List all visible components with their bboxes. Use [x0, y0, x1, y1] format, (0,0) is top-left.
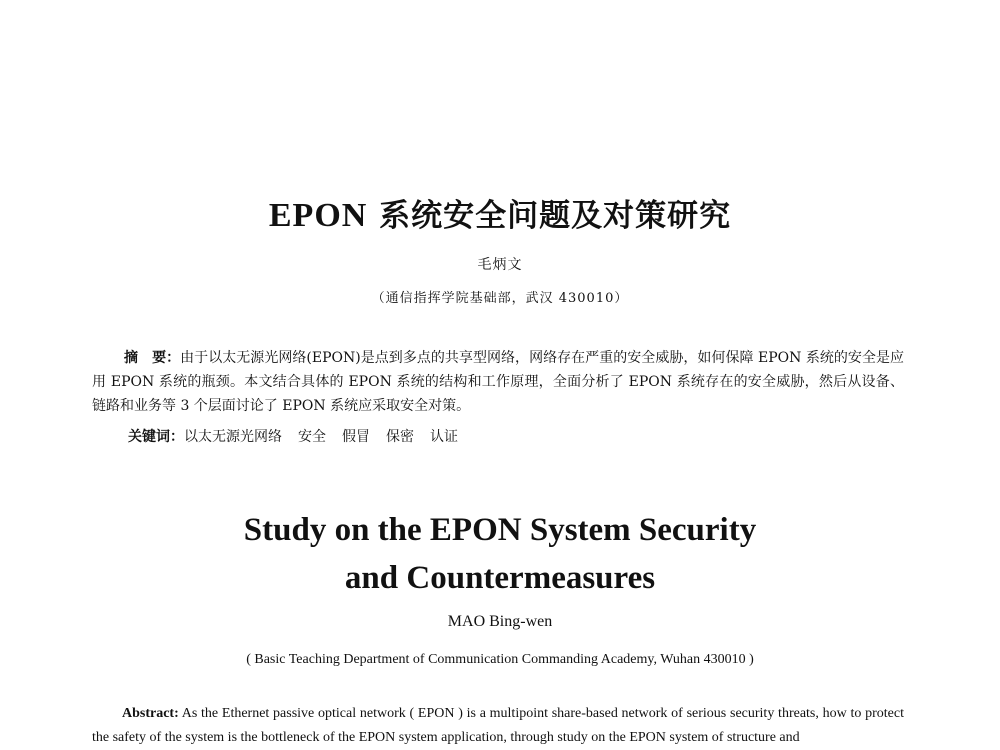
english-title-line1: Study on the EPON System Security — [243, 512, 757, 548]
keyword: 安全 — [298, 429, 326, 445]
english-abstract-text: As the Ethernet passive optical network ( EPON ) is a multipoint share-based network of serious security threats, how to protect the safety of the system is the bottleneck of the EPON system application, through study on the EPON system of structure and — [92, 706, 904, 745]
keyword: 假冒 — [342, 429, 370, 445]
keyword: 以太无源光网络 — [184, 429, 282, 445]
chinese-keywords — [128, 427, 474, 447]
chinese-author: 毛炳文 — [477, 257, 523, 273]
english-title — [0, 506, 1000, 602]
chinese-title-text: 系统安全问题及对策研究 — [367, 198, 732, 234]
chinese-abstract-label: 摘 要： — [124, 350, 181, 366]
english-author: MAO Bing-wen — [447, 613, 553, 630]
english-title-line2: and Countermeasures — [344, 560, 656, 596]
english-abstract-label: Abstract: — [122, 706, 179, 721]
keyword: 认证 — [430, 429, 458, 445]
chinese-abstract — [92, 346, 904, 418]
chinese-affiliation: （通信指挥学院基础部，武汉 430010） — [371, 291, 629, 306]
chinese-keywords-label: 关键词： — [128, 429, 184, 445]
english-affiliation: ( Basic Teaching Department of Communication Commanding Academy, Wuhan 430010 ) — [246, 652, 754, 667]
chinese-title-latin: EPON — [268, 197, 368, 234]
chinese-abstract-text: 由于以太无源光网络(EPON)是点到多点的共享型网络，网络存在严重的安全威胁，如何保障 EPON 系统的安全是应用 EPON 系统的瓶颈。本文结合具体的 EPON 系统的结构和工作原理，全面分析了 EPON 系统存在的安全威胁，然后从设备、链路和业务等 3 个层面讨论了 EPON 系统应采取安全对策。 — [92, 350, 905, 414]
chinese-title — [0, 196, 1000, 236]
english-abstract — [92, 702, 904, 750]
keyword: 保密 — [386, 429, 414, 445]
